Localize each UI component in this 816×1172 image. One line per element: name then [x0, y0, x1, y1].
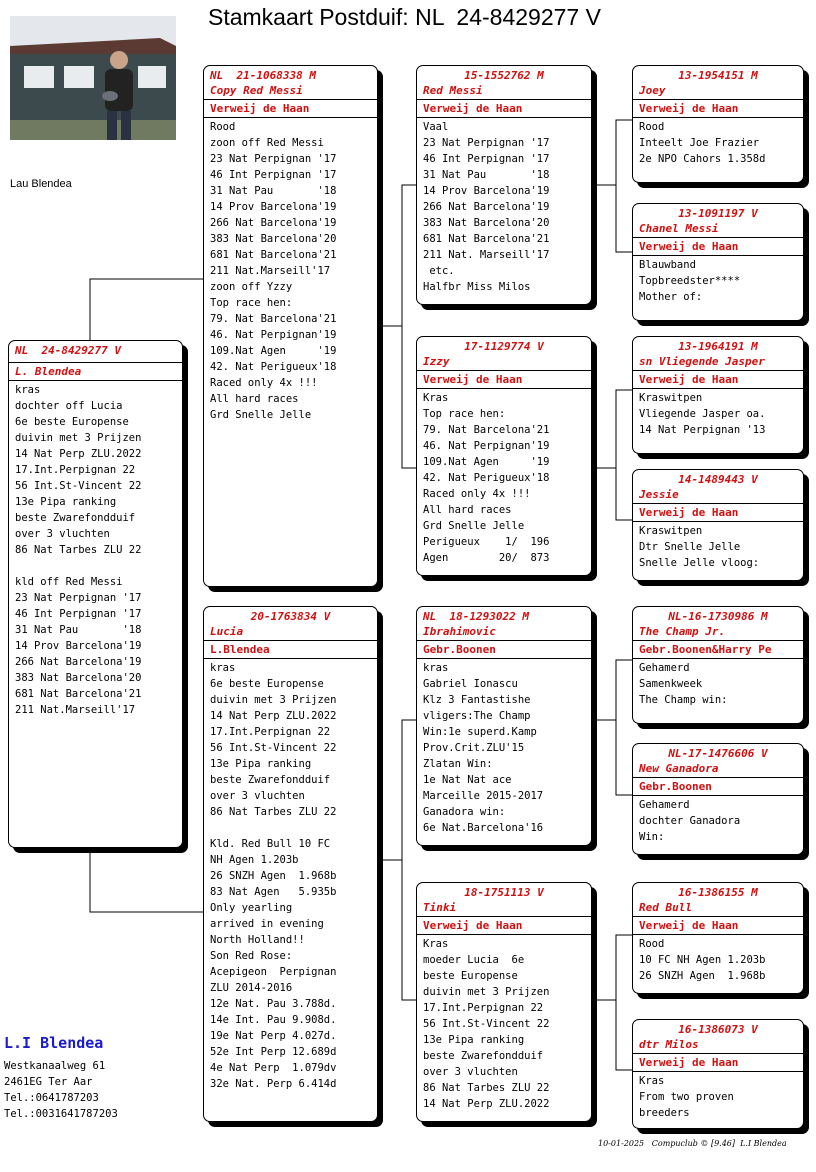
note-line: 46. Nat Perpignan'19	[423, 440, 550, 452]
note-line: Ganadora win:	[423, 806, 506, 818]
note-line: Klz 3 Fantastishe	[423, 694, 531, 706]
paternal-grandmother-card	[416, 336, 592, 576]
note-line: Perigueux 1/ 196	[423, 536, 550, 548]
note-line: 31 Nat Pau '18	[210, 185, 337, 197]
note-line: beste Zwarefondduif	[15, 512, 136, 524]
note-line: 13e Pipa ranking	[423, 1034, 525, 1046]
pigeon-name: Lucia	[204, 624, 377, 641]
note-line: Kraswitpen	[639, 392, 703, 404]
pigeon-name: Jessie	[633, 487, 803, 504]
ring-number: NL 24-8429277 V	[15, 344, 121, 357]
note-line: All hard races	[423, 504, 512, 516]
great-grandparent-card-fmf	[632, 336, 804, 454]
note-line: 6e beste Europense	[210, 678, 324, 690]
note-line: 19e Nat Perp 4.027d.	[210, 1030, 337, 1042]
note-line: 17.Int.Perpignan 22	[15, 464, 136, 476]
note-line: kras	[423, 662, 449, 674]
page-title: Stamkaart Postduif: NL 24-8429277 V	[208, 4, 601, 30]
note-line: Marceille 2015-2017	[423, 790, 544, 802]
note-line: beste Europense	[423, 970, 518, 982]
note-line: 79. Nat Barcelona'21	[210, 313, 337, 325]
note-line: 13e Pipa ranking	[210, 758, 312, 770]
note-line: 42. Nat Perigueux'18	[210, 361, 337, 373]
note-line: 56 Int.St-Vincent 22	[210, 742, 337, 754]
note-line: Gehamerd	[639, 799, 690, 811]
ring-number: 17-1129774 V	[464, 340, 544, 353]
note-line: 17.Int.Perpignan 22	[423, 1002, 544, 1014]
ring-number: 13-1091197 V	[678, 207, 758, 220]
maternal-grandmother-card	[416, 882, 592, 1122]
ring-number: NL 21-1068338 M	[210, 69, 316, 82]
note-line: dochter Ganadora	[639, 815, 741, 827]
note-line: The Champ win:	[639, 694, 728, 706]
note-line: beste Zwarefondduif	[423, 1050, 544, 1062]
note-line: duivin met 3 Prijzen	[210, 694, 337, 706]
pigeon-name: Copy Red Messi	[204, 83, 377, 100]
pigeon-name: New Ganadora	[633, 761, 803, 778]
note-line: 79. Nat Barcelona'21	[423, 424, 550, 436]
note-line: 383 Nat Barcelona'20	[210, 233, 337, 245]
note-line: 46. Nat Perpignan'19	[210, 329, 337, 341]
pigeon-name: sn Vliegende Jasper	[633, 354, 803, 371]
note-line: Top race hen:	[210, 297, 293, 309]
breeder: Gebr.Boonen	[633, 778, 803, 796]
ring-number: 14-1489443 V	[678, 473, 758, 486]
breeder: Verweij de Haan	[633, 371, 803, 389]
note-line: 6e beste Europense	[15, 416, 129, 428]
breeder: Verweij de Haan	[417, 917, 591, 935]
great-grandparent-card-ffm	[632, 203, 804, 321]
note-line: Win:1e superd.Kamp	[423, 726, 537, 738]
note-line: 10 FC NH Agen 1.203b	[639, 954, 766, 966]
note-line: 211 Nat.Marseill'17	[210, 265, 331, 277]
note-line: North Holland!!	[210, 934, 305, 946]
note-line: Kraswitpen	[639, 525, 703, 537]
note-line: over 3 vluchten	[423, 1066, 518, 1078]
note-line: Rood	[210, 121, 236, 133]
note-line: Rood	[639, 121, 665, 133]
ring-number: 13-1964191 M	[678, 340, 758, 353]
note-line: Zlatan Win:	[423, 758, 493, 770]
note-line: Kras	[423, 938, 449, 950]
breeder: Verweij de Haan	[633, 238, 803, 256]
note-line: 2e NPO Cahors 1.358d	[639, 153, 766, 165]
note-line: 46 Int Perpignan '17	[423, 153, 550, 165]
pigeon-name: Joey	[633, 83, 803, 100]
mother-card	[203, 606, 378, 1122]
ring-number: 16-1386073 V	[678, 1023, 758, 1036]
breeder: L.Blendea	[204, 641, 377, 659]
pigeon-notes	[417, 935, 591, 1113]
note-line: 83 Nat Agen 5.935b	[210, 886, 337, 898]
pigeon-name: Red Messi	[417, 83, 591, 100]
paternal-grandfather-card	[416, 65, 592, 305]
note-line: breeders	[639, 1107, 690, 1119]
note-line: Snelle Jelle vloog:	[639, 557, 760, 569]
note-line: 14 Nat Perp ZLU.2022	[15, 448, 142, 460]
great-grandparent-card-mmm	[632, 1019, 804, 1129]
note-line: Son Red Rose:	[210, 950, 293, 962]
note-line: zoon off Red Messi	[210, 137, 324, 149]
note-line: etc.	[423, 265, 455, 277]
breeder: Verweij de Haan	[417, 100, 591, 118]
note-line: 56 Int.St-Vincent 22	[15, 480, 142, 492]
great-grandparent-card-fff	[632, 65, 804, 183]
note-line	[210, 820, 371, 836]
pigeon-notes	[633, 796, 803, 846]
note-line: 31 Nat Pau '18	[15, 624, 142, 636]
note-line: Halfbr Miss Milos	[423, 281, 531, 293]
note-line: Vaal	[423, 121, 449, 133]
note-line: 109.Nat Agen '19	[210, 345, 337, 357]
note-line: kras	[210, 662, 236, 674]
note-line: 14 Prov Barcelona'19	[423, 185, 550, 197]
note-line: Kld. Red Bull 10 FC	[210, 838, 331, 850]
owner-phone: Tel.:0031641787203	[4, 1108, 118, 1120]
note-line: duivin met 3 Prijzen	[15, 432, 142, 444]
owner-name: L.I Blendea	[4, 1034, 104, 1052]
pigeon-name: dtr Milos	[633, 1037, 803, 1054]
note-line: 211 Nat.Marseill'17	[15, 704, 136, 716]
note-line: 6e Nat.Barcelona'16	[423, 822, 544, 834]
pigeon-notes	[633, 389, 803, 439]
note-line: Acepigeon Perpignan	[210, 966, 337, 978]
ring-number: NL 18-1293022 M	[423, 610, 529, 623]
note-line: 14 Nat Perpignan '13	[639, 424, 766, 436]
ring-number: 15-1552762 M	[464, 69, 544, 82]
note-line: vligers:The Champ	[423, 710, 531, 722]
note-line: 46 Int Perpignan '17	[15, 608, 142, 620]
note-line: Kras	[639, 1075, 665, 1087]
note-line: beste Zwarefondduif	[210, 774, 331, 786]
note-line: duivin met 3 Prijzen	[423, 986, 550, 998]
note-line: 32e Nat. Perp 6.414d	[210, 1078, 337, 1090]
note-line: 14 Nat Perp ZLU.2022	[210, 710, 337, 722]
note-line: ZLU 2014-2016	[210, 982, 293, 994]
breeder: Verweij de Haan	[204, 100, 377, 118]
ring-number: NL-17-1476606 V	[668, 747, 768, 760]
note-line: 13e Pipa ranking	[15, 496, 117, 508]
note-line: 211 Nat. Marseill'17	[423, 249, 550, 261]
pigeon-name: Red Bull	[633, 900, 803, 917]
note-line: 23 Nat Perpignan '17	[210, 153, 337, 165]
note-line: 1e Nat Nat ace	[423, 774, 512, 786]
owner-contact-block	[4, 1034, 118, 1122]
note-line: over 3 vluchten	[15, 528, 110, 540]
note-line: From two proven	[639, 1091, 734, 1103]
note-line: Vliegende Jasper oa.	[639, 408, 766, 420]
breeder: Verweij de Haan	[417, 371, 591, 389]
note-line	[15, 558, 176, 574]
note-line: moeder Lucia 6e	[423, 954, 525, 966]
note-line: Inteelt Joe Frazier	[639, 137, 760, 149]
note-line: 681 Nat Barcelona'21	[423, 233, 550, 245]
pigeon-notes	[633, 256, 803, 306]
note-line: 14 Prov Barcelona'19	[210, 201, 337, 213]
note-line: 383 Nat Barcelona'20	[15, 672, 142, 684]
note-line: Grd Snelle Jelle	[423, 520, 525, 532]
breeder: Gebr.Boonen&Harry Pe	[633, 641, 803, 659]
note-line: Gabriel Ionascu	[423, 678, 518, 690]
father-card	[203, 65, 378, 587]
note-line: Win:	[639, 831, 665, 843]
maternal-grandfather-card	[416, 606, 592, 846]
note-line: 266 Nat Barcelona'19	[210, 217, 337, 229]
note-line: Grd Snelle Jelle	[210, 409, 312, 421]
note-line: 26 SNZH Agen 1.968b	[210, 870, 337, 882]
pigeon-notes	[204, 659, 377, 1093]
note-line: 46 Int Perpignan '17	[210, 169, 337, 181]
note-line: Only yearling	[210, 902, 293, 914]
ring-number: 13-1954151 M	[678, 69, 758, 82]
breeder: Gebr.Boonen	[417, 641, 591, 659]
note-line: 23 Nat Perpignan '17	[15, 592, 142, 604]
pigeon-name: Tinki	[417, 900, 591, 917]
note-line: 17.Int.Perpignan 22	[210, 726, 331, 738]
note-line: Topbreedster****	[639, 275, 741, 287]
owner-address-line: Westkanaalweg 61	[4, 1060, 106, 1072]
note-line: kld off Red Messi	[15, 576, 123, 588]
note-line: Raced only 4x !!!	[423, 488, 531, 500]
owner-address-line: 2461EG Ter Aar	[4, 1076, 93, 1088]
note-line: 56 Int.St-Vincent 22	[423, 1018, 550, 1030]
breeder: Verweij de Haan	[633, 504, 803, 522]
note-line: Gehamerd	[639, 662, 690, 674]
pigeon-name: Ibrahimovic	[417, 624, 591, 641]
note-line: Prov.Crit.ZLU'15	[423, 742, 525, 754]
pigeon-notes	[417, 118, 591, 296]
note-line: Samenkweek	[639, 678, 703, 690]
pigeon-notes	[417, 659, 591, 837]
note-line: 266 Nat Barcelona'19	[15, 656, 142, 668]
note-line: Top race hen:	[423, 408, 506, 420]
note-line: Dtr Snelle Jelle	[639, 541, 741, 553]
note-line: over 3 vluchten	[210, 790, 305, 802]
breeder: Verweij de Haan	[633, 100, 803, 118]
note-line: 42. Nat Perigueux'18	[423, 472, 550, 484]
note-line: Agen 20/ 873	[423, 552, 550, 564]
note-line: Raced only 4x !!!	[210, 377, 318, 389]
owner-label: Lau Blendea	[10, 178, 72, 190]
great-grandparent-card-fmm	[632, 469, 804, 581]
note-line: arrived in evening	[210, 918, 324, 930]
note-line: 26 SNZH Agen 1.968b	[639, 970, 766, 982]
note-line: 86 Nat Tarbes ZLU 22	[210, 806, 337, 818]
pigeon-notes	[9, 381, 182, 719]
breeder: Verweij de Haan	[633, 1054, 803, 1072]
pigeon-notes	[633, 659, 803, 709]
note-line: Kras	[423, 392, 449, 404]
note-line: Blauwband	[639, 259, 696, 271]
note-line: 681 Nat Barcelona'21	[15, 688, 142, 700]
ring-number: NL-16-1730986 M	[668, 610, 768, 623]
great-grandparent-card-mfm	[632, 743, 804, 855]
breeder: L. Blendea	[9, 362, 182, 381]
pigeon-notes	[633, 935, 803, 985]
pigeon-notes	[633, 118, 803, 168]
note-line: 109.Nat Agen '19	[423, 456, 550, 468]
note-line: Rood	[639, 938, 665, 950]
note-line: 266 Nat Barcelona'19	[423, 201, 550, 213]
footer-stamp: 10-01-2025 Compuclub © [9.46] L.I Blendea	[598, 1139, 787, 1148]
pigeon-name: Izzy	[417, 354, 591, 371]
ring-number: 18-1751113 V	[464, 886, 544, 899]
pigeon-notes	[417, 389, 591, 567]
note-line: Mother of:	[639, 291, 703, 303]
pigeon-notes	[204, 118, 377, 424]
note-line: kras	[15, 384, 41, 396]
owner-phone: Tel.:0641787203	[4, 1092, 99, 1104]
note-line: 12e Nat. Pau 3.788d.	[210, 998, 337, 1010]
pigeon-name: Chanel Messi	[633, 221, 803, 238]
breeder: Verweij de Haan	[633, 917, 803, 935]
pigeon-notes	[633, 1072, 803, 1122]
pigeon-notes	[633, 522, 803, 572]
great-grandparent-card-mmf	[632, 882, 804, 994]
note-line: NH Agen 1.203b	[210, 854, 299, 866]
note-line: All hard races	[210, 393, 299, 405]
note-line: 14 Prov Barcelona'19	[15, 640, 142, 652]
note-line: 86 Nat Tarbes ZLU 22	[15, 544, 142, 556]
ring-number: 16-1386155 M	[678, 886, 758, 899]
note-line: 14e Int. Pau 9.908d.	[210, 1014, 337, 1026]
note-line: dochter off Lucia	[15, 400, 123, 412]
ring-number: 20-1763834 V	[250, 610, 331, 623]
subject-pigeon-card	[8, 340, 183, 848]
note-line: 31 Nat Pau '18	[423, 169, 550, 181]
note-line: 14 Nat Perp ZLU.2022	[423, 1098, 550, 1110]
note-line: zoon off Yzzy	[210, 281, 293, 293]
great-grandparent-card-mff	[632, 606, 804, 724]
note-line: 4e Nat Perp 1.079dv	[210, 1062, 337, 1074]
note-line: 383 Nat Barcelona'20	[423, 217, 550, 229]
note-line: 681 Nat Barcelona'21	[210, 249, 337, 261]
note-line: 86 Nat Tarbes ZLU 22	[423, 1082, 550, 1094]
pigeon-name: The Champ Jr.	[633, 624, 803, 641]
note-line: 23 Nat Perpignan '17	[423, 137, 550, 149]
note-line: 52e Int Perp 12.689d	[210, 1046, 337, 1058]
